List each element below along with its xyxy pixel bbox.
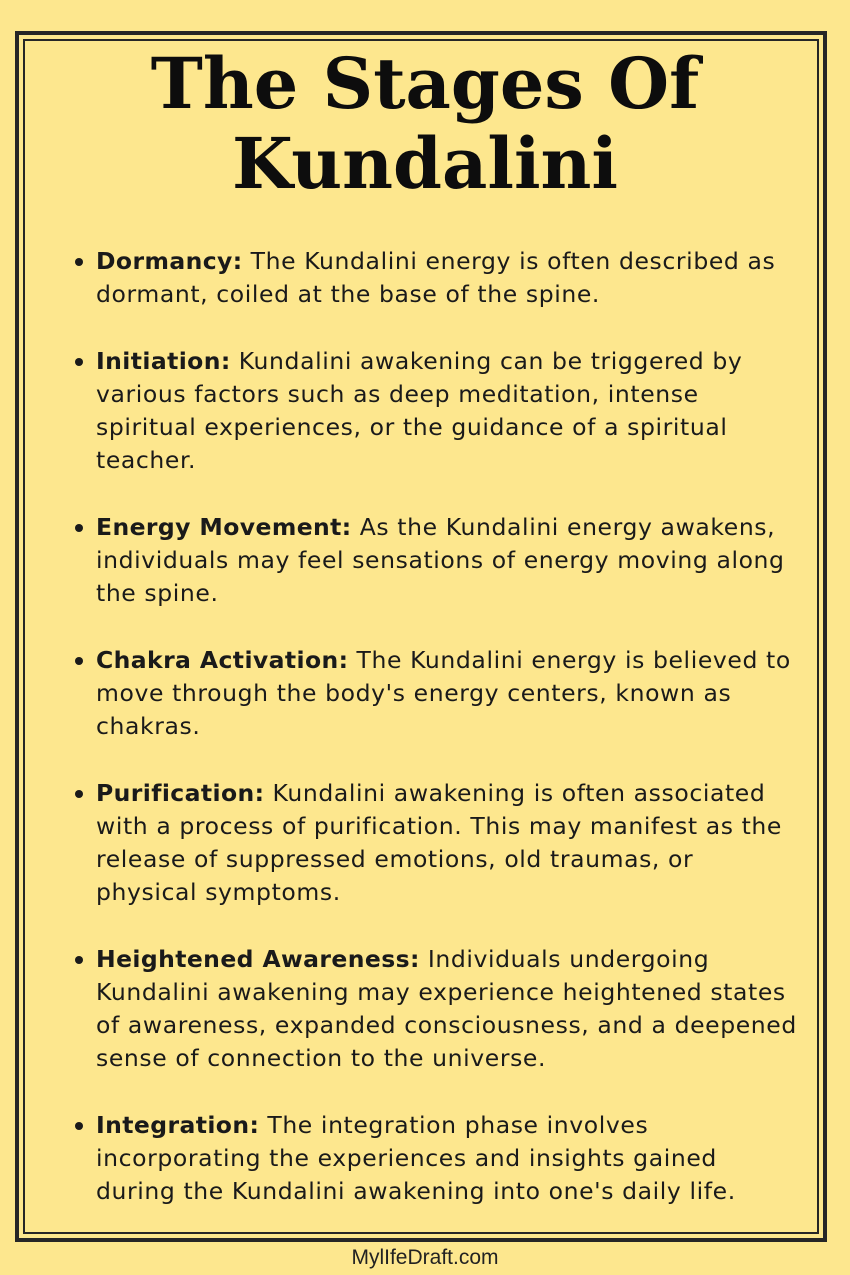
stage-term: Heightened Awareness: [96, 945, 420, 973]
stage-item-purification [96, 777, 801, 909]
stage-item-chakra-activation [96, 644, 801, 743]
stage-item-energy-movement [96, 511, 801, 610]
stage-item-dormancy [96, 245, 801, 311]
stage-item-integration [96, 1109, 801, 1208]
site-credit: MylIfeDraft.com [351, 1246, 499, 1269]
stage-item-initiation [96, 345, 801, 477]
stage-term: Dormancy: [96, 247, 243, 275]
stage-term: Chakra Activation: [96, 646, 349, 674]
stage-item-heightened-awareness [96, 943, 801, 1075]
stage-description: As the Kundalini energy awakens, individuals may feel sensations of energy moving along the spine. [96, 513, 785, 607]
stage-description: Individuals undergoing Kundalini awakening may experience heightened states of awareness, expanded consciousness, and a deepened sense of connection to the universe. [96, 945, 797, 1072]
stage-description: Kundalini awakening can be triggered by various factors such as deep meditation, intense spiritual experiences, or the guidance of a spiritual teacher. [96, 347, 743, 474]
stage-term: Initiation: [96, 347, 231, 375]
stage-term: Energy Movement: [96, 513, 352, 541]
stages-list [96, 245, 801, 1242]
stage-term: Integration: [96, 1111, 260, 1139]
stage-description: The Kundalini energy is believed to move through the body's energy centers, known as chakras. [96, 646, 791, 740]
stage-description: The integration phase involves incorporating the experiences and insights gained during the Kundalini awakening into one's daily life. [96, 1111, 736, 1205]
stage-description: The Kundalini energy is often described as dormant, coiled at the base of the spine. [96, 247, 776, 308]
stage-description: Kundalini awakening is often associated with a process of purification. This may manifest as the release of suppressed emotions, old traumas, or physical symptoms. [96, 779, 782, 906]
stage-term: Purification: [96, 779, 265, 807]
page-title: The Stages Of Kundalini [150, 42, 700, 205]
